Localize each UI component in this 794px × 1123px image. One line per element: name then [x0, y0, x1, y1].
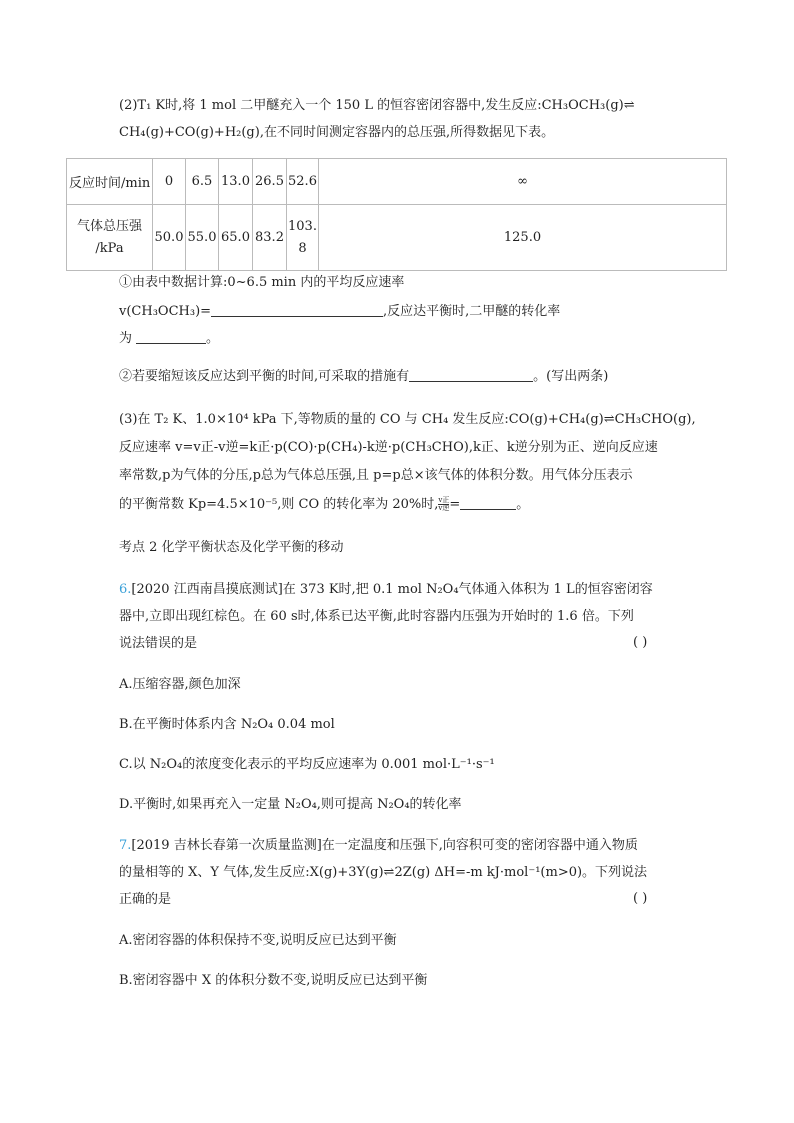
answer-blank-conversion[interactable] — [136, 329, 206, 344]
fraction-numerator: v正 — [438, 496, 450, 504]
q2-sub1-line-2 — [119, 302, 560, 321]
pressure-value-part: 103. — [288, 218, 317, 234]
table-cell: 65.0 — [219, 205, 253, 271]
q7-line-1 — [119, 837, 638, 855]
table-cell: 0 — [153, 159, 186, 205]
answer-blank-rate[interactable] — [211, 302, 383, 317]
measures-suffix: 。(写出两条) — [533, 369, 609, 384]
q6-option-d: D.平衡时,如果再充入一定量 N₂O₄,则可提高 N₂O₄的转化率 — [119, 797, 462, 812]
q6-answer-paren[interactable]: ( ) — [633, 635, 648, 650]
answer-blank-ratio[interactable] — [460, 495, 516, 510]
answer-blank-measures[interactable] — [409, 367, 533, 382]
ratio-end: 。 — [516, 497, 530, 512]
table-cell: ∞ — [319, 159, 727, 205]
q3-line-4 — [119, 495, 529, 514]
q7-line-3: 正确的是 — [119, 892, 172, 907]
table-cell: 52.6 — [287, 159, 319, 205]
pressure-value-wrap: 8 — [298, 240, 307, 256]
section-heading: 考点 2 化学平衡状态及化学平衡的移动 — [119, 540, 344, 555]
table-cell: 26.5 — [253, 159, 287, 205]
table-cell: 55.0 — [186, 205, 219, 271]
q6-option-a: A.压缩容器,颜色加深 — [119, 677, 241, 692]
rate-ratio-fraction — [438, 497, 449, 512]
table-cell: 83.2 — [253, 205, 287, 271]
q7-line-2: 的量相等的 X、Y 气体,发生反应:X(g)+3Y(g)⇌2Z(g) ΔH=-m kJ·mol⁻¹(m>0)。下列说法 — [119, 865, 648, 880]
table-cell: 125.0 — [319, 205, 727, 271]
q6-line-1 — [119, 581, 653, 599]
q2-sub1-line-3 — [119, 329, 219, 348]
conversion-text: ,反应达平衡时,二甲醚的转化率 — [383, 304, 561, 319]
q2-line-1: (2)T₁ K时,将 1 mol 二甲醚充入一个 150 L 的恒容密闭容器中,发生反应:CH₃OCH₃(g)⇌ — [119, 98, 635, 113]
q2-sub1-line-1: ①由表中数据计算:0~6.5 min 内的平均反应速率 — [119, 275, 405, 290]
q7-option-a: A.密闭容器的体积保持不变,说明反应已达到平衡 — [119, 933, 397, 948]
conversion-suffix: 。 — [206, 331, 220, 346]
q7-stem-1: [2019 吉林长春第一次质量监测]在一定温度和压强下,向容积可变的密闭容器中通入物质 — [131, 838, 638, 853]
table-cell: 6.5 — [186, 159, 219, 205]
q7-option-b: B.密闭容器中 X 的体积分数不变,说明反应已达到平衡 — [119, 973, 428, 988]
q7-answer-paren[interactable]: ( ) — [633, 891, 648, 906]
table-cell — [287, 205, 319, 271]
q3-line-3: 率常数,p为气体的分压,p总为气体总压强,且 p=p总×该气体的体积分数。用气体分压表示 — [119, 468, 633, 483]
table-header-time: 反应时间/min — [67, 159, 153, 205]
table-cell: 13.0 — [219, 159, 253, 205]
table-header-pressure — [67, 205, 153, 271]
q2-line-2: CH₄(g)+CO(g)+H₂(g),在不同时间测定容器内的总压强,所得数据见下表。 — [119, 125, 555, 140]
rate-label: v(CH₃OCH₃)= — [119, 304, 212, 319]
fraction-denominator: v逆 — [438, 504, 450, 512]
q3-line-2: 反应速率 v=v正-v逆=k正·p(CO)·p(CH₄)-k逆·p(CH₃CHO),k正、k逆分别为正、逆向反应速 — [119, 440, 658, 455]
table-row-pressure — [67, 205, 727, 271]
kp-text: 的平衡常数 Kp=4.5×10⁻⁵,则 CO 的转化率为 20%时, — [119, 497, 439, 512]
q6-line-2: 器中,立即出现红棕色。在 60 s时,体系已达平衡,此时容器内压强为开始时的 1.6 倍。下列 — [119, 609, 634, 624]
q2-sub2-line — [119, 367, 608, 386]
conversion-prefix: 为 — [119, 331, 133, 346]
q6-option-c: C.以 N₂O₄的浓度变化表示的平均反应速率为 0.001 mol·L⁻¹·s⁻¹ — [119, 757, 495, 772]
measures-text: ②若要缩短该反应达到平衡的时间,可采取的措施有 — [119, 369, 410, 384]
q6-number: 6. — [119, 582, 132, 597]
q6-line-3: 说法错误的是 — [119, 636, 198, 651]
pressure-label-b: /kPa — [95, 240, 124, 256]
q6-option-b: B.在平衡时体系内含 N₂O₄ 0.04 mol — [119, 717, 335, 732]
pressure-table — [66, 158, 727, 271]
equals-sign: = — [449, 497, 461, 512]
table-row-time — [67, 159, 727, 205]
table-cell: 50.0 — [153, 205, 186, 271]
q3-line-1: (3)在 T₂ K、1.0×10⁴ kPa 下,等物质的量的 CO 与 CH₄ 发生反应:CO(g)+CH₄(g)⇌CH₃CHO(g), — [119, 412, 696, 427]
q6-stem-1: [2020 江西南昌摸底测试]在 373 K时,把 0.1 mol N₂O₄气体通入体积为 1 L的恒容密闭容 — [131, 582, 653, 597]
q7-number: 7. — [119, 838, 132, 853]
pressure-label-a: 气体总压强 — [76, 218, 142, 234]
